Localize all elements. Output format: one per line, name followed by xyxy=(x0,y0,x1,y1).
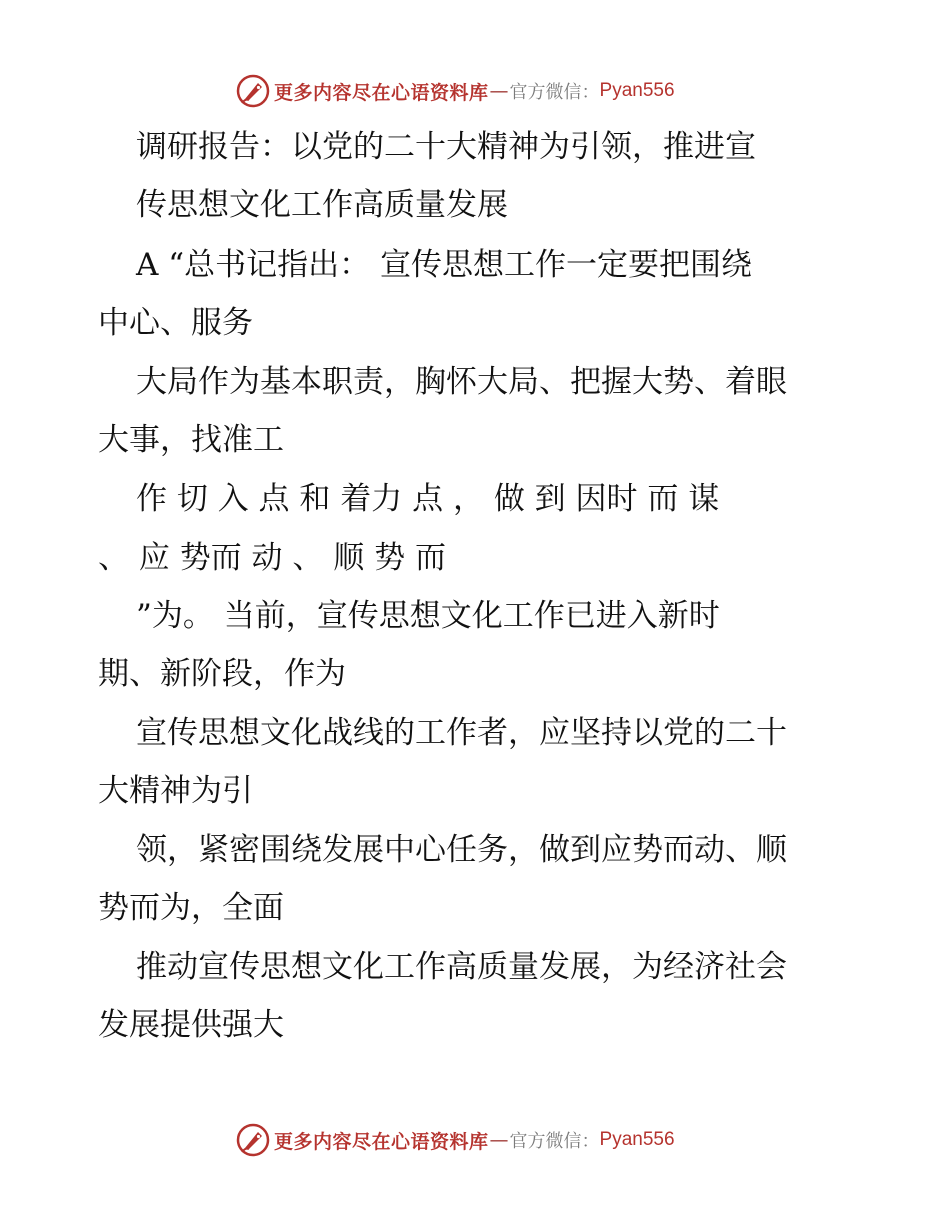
text-line: ”为。 当前，宣传思想文化工作已进入新时 xyxy=(136,598,720,634)
header-banner xyxy=(236,73,675,109)
text-line: 中心、服务 xyxy=(98,305,253,341)
banner-wechat-id: Pyan556 xyxy=(599,1129,675,1150)
banner-dash: — xyxy=(489,1129,509,1151)
text-line: 发展提供强大 xyxy=(98,1007,284,1043)
banner-dash: — xyxy=(489,80,509,102)
banner-title: 更多内容尽在心语资料库 xyxy=(274,1130,489,1153)
banner-title: 更多内容尽在心语资料库 xyxy=(274,81,489,104)
banner-wechat-label: 官方微信： xyxy=(509,1131,600,1152)
text-line: 推动宣传思想文化工作高质量发展，为经济社会 xyxy=(136,949,787,985)
text-line: 大局作为基本职责，胸怀大局、把握大势、着眼 xyxy=(136,364,787,400)
text-line: 势而为，全面 xyxy=(98,890,284,926)
text-line: 领，紧密围绕发展中心任务，做到应势而动、顺 xyxy=(136,832,787,868)
text-line: 期、新阶段，作为 xyxy=(98,656,346,692)
text-line: 调研报告：以党的二十大精神为引领，推进宣 xyxy=(136,129,756,165)
text-line: A “总书记指出： 宣传思想工作一定要把围绕 xyxy=(136,247,752,283)
text-line: 大事，找准工 xyxy=(98,422,284,458)
banner-wechat-id: Pyan556 xyxy=(599,80,675,101)
text-line: 作 切 入 点 和 着力 点 ， 做 到 因时 而 谋 xyxy=(136,481,720,517)
footer-banner xyxy=(236,1122,675,1158)
banner-wechat-label: 官方微信： xyxy=(509,82,600,103)
pen-nib-logo-icon xyxy=(236,74,270,108)
text-line: 传思想文化工作高质量发展 xyxy=(136,187,508,223)
text-line: 、 应 势而 动 、 顺 势 而 xyxy=(98,540,446,576)
text-line: 宣传思想文化战线的工作者，应坚持以党的二十 xyxy=(136,715,787,751)
text-line: 大精神为引 xyxy=(98,773,253,809)
pen-nib-logo-icon xyxy=(236,1123,270,1157)
